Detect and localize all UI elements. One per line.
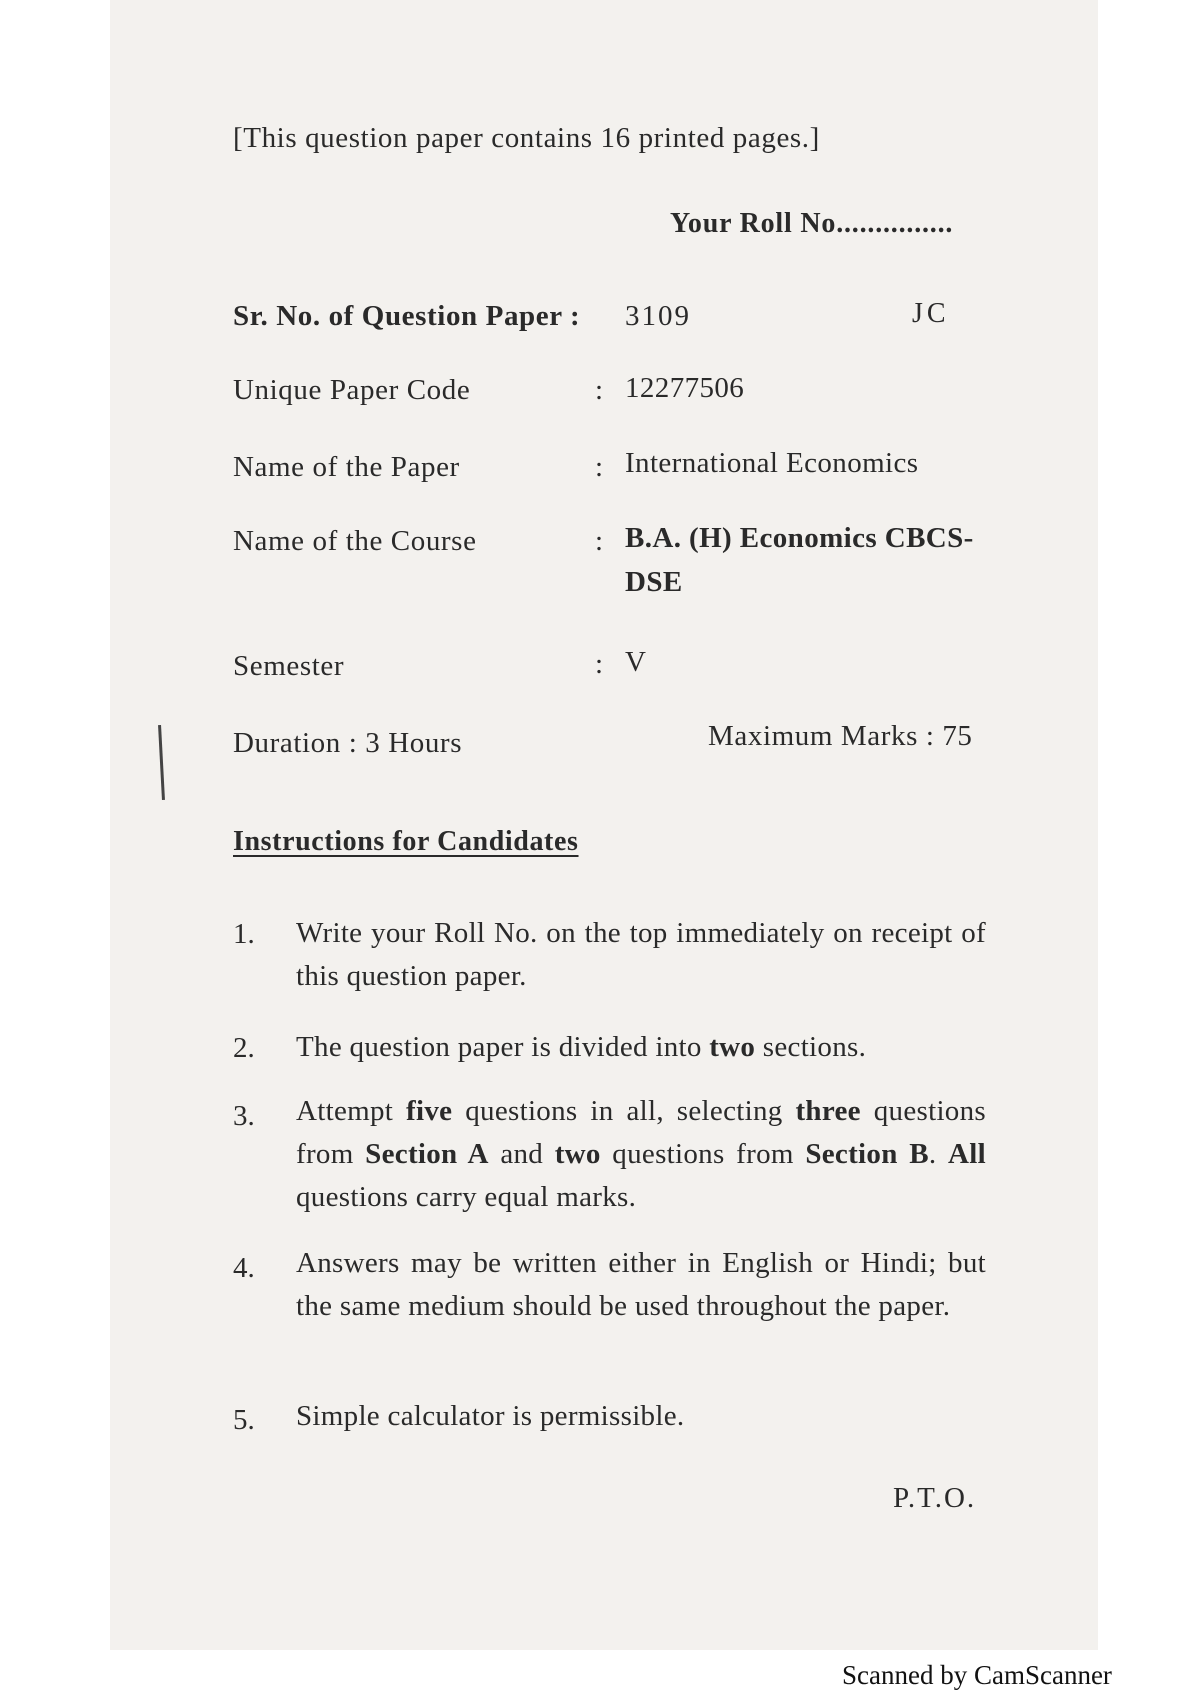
upc-colon: : — [595, 374, 604, 406]
instruction-1-text: Write your Roll No. on the top immediately on receipt of this question paper. — [296, 917, 986, 992]
sr-no-value: 3109 — [625, 300, 691, 332]
code-tag: JC — [912, 298, 950, 329]
paper-name-colon: : — [595, 451, 604, 483]
instruction-5-text: Simple calculator is permissible. — [296, 1400, 685, 1432]
pages-note: [This question paper contains 16 printed pages.] — [233, 122, 820, 154]
instruction-5-number: 5. — [233, 1404, 255, 1436]
upc-value: 12277506 — [625, 372, 745, 404]
paper-name-value: International Economics — [625, 447, 919, 479]
instructions-title: Instructions for Candidates — [233, 826, 579, 857]
instruction-4-number: 4. — [233, 1252, 255, 1284]
camscanner-watermark: Scanned by CamScanner — [842, 1660, 1112, 1690]
course-value-line2: DSE — [625, 566, 683, 598]
course-colon: : — [595, 525, 604, 557]
instruction-1-number: 1. — [233, 918, 255, 950]
instruction-2-text: The question paper is divided into two sections. — [296, 1031, 867, 1063]
semester-label: Semester — [233, 650, 345, 682]
instruction-3-text: Attempt five questions in all, selecting three questions from Section A and two questions from Section B. All questions carry equal marks. — [296, 1095, 987, 1213]
duration: Duration : 3 Hours — [233, 727, 463, 759]
course-label: Name of the Course — [233, 525, 477, 557]
semester-colon: : — [595, 648, 604, 680]
upc-label: Unique Paper Code — [233, 374, 471, 406]
course-value-line1: B.A. (H) Economics CBCS- — [625, 522, 974, 554]
instruction-4-text: Answers may be written either in English or Hindi; but the same medium should be used throughout the paper. — [296, 1247, 986, 1322]
max-marks: Maximum Marks : 75 — [708, 720, 973, 752]
roll-number-field: Your Roll No............... — [670, 208, 954, 239]
paper-name-label: Name of the Paper — [233, 451, 460, 483]
sr-no-label: Sr. No. of Question Paper : — [233, 300, 581, 332]
instruction-2-number: 2. — [233, 1032, 255, 1064]
instruction-3-number: 3. — [233, 1100, 255, 1132]
pto-note: P.T.O. — [893, 1482, 977, 1514]
semester-value: V — [625, 646, 647, 678]
